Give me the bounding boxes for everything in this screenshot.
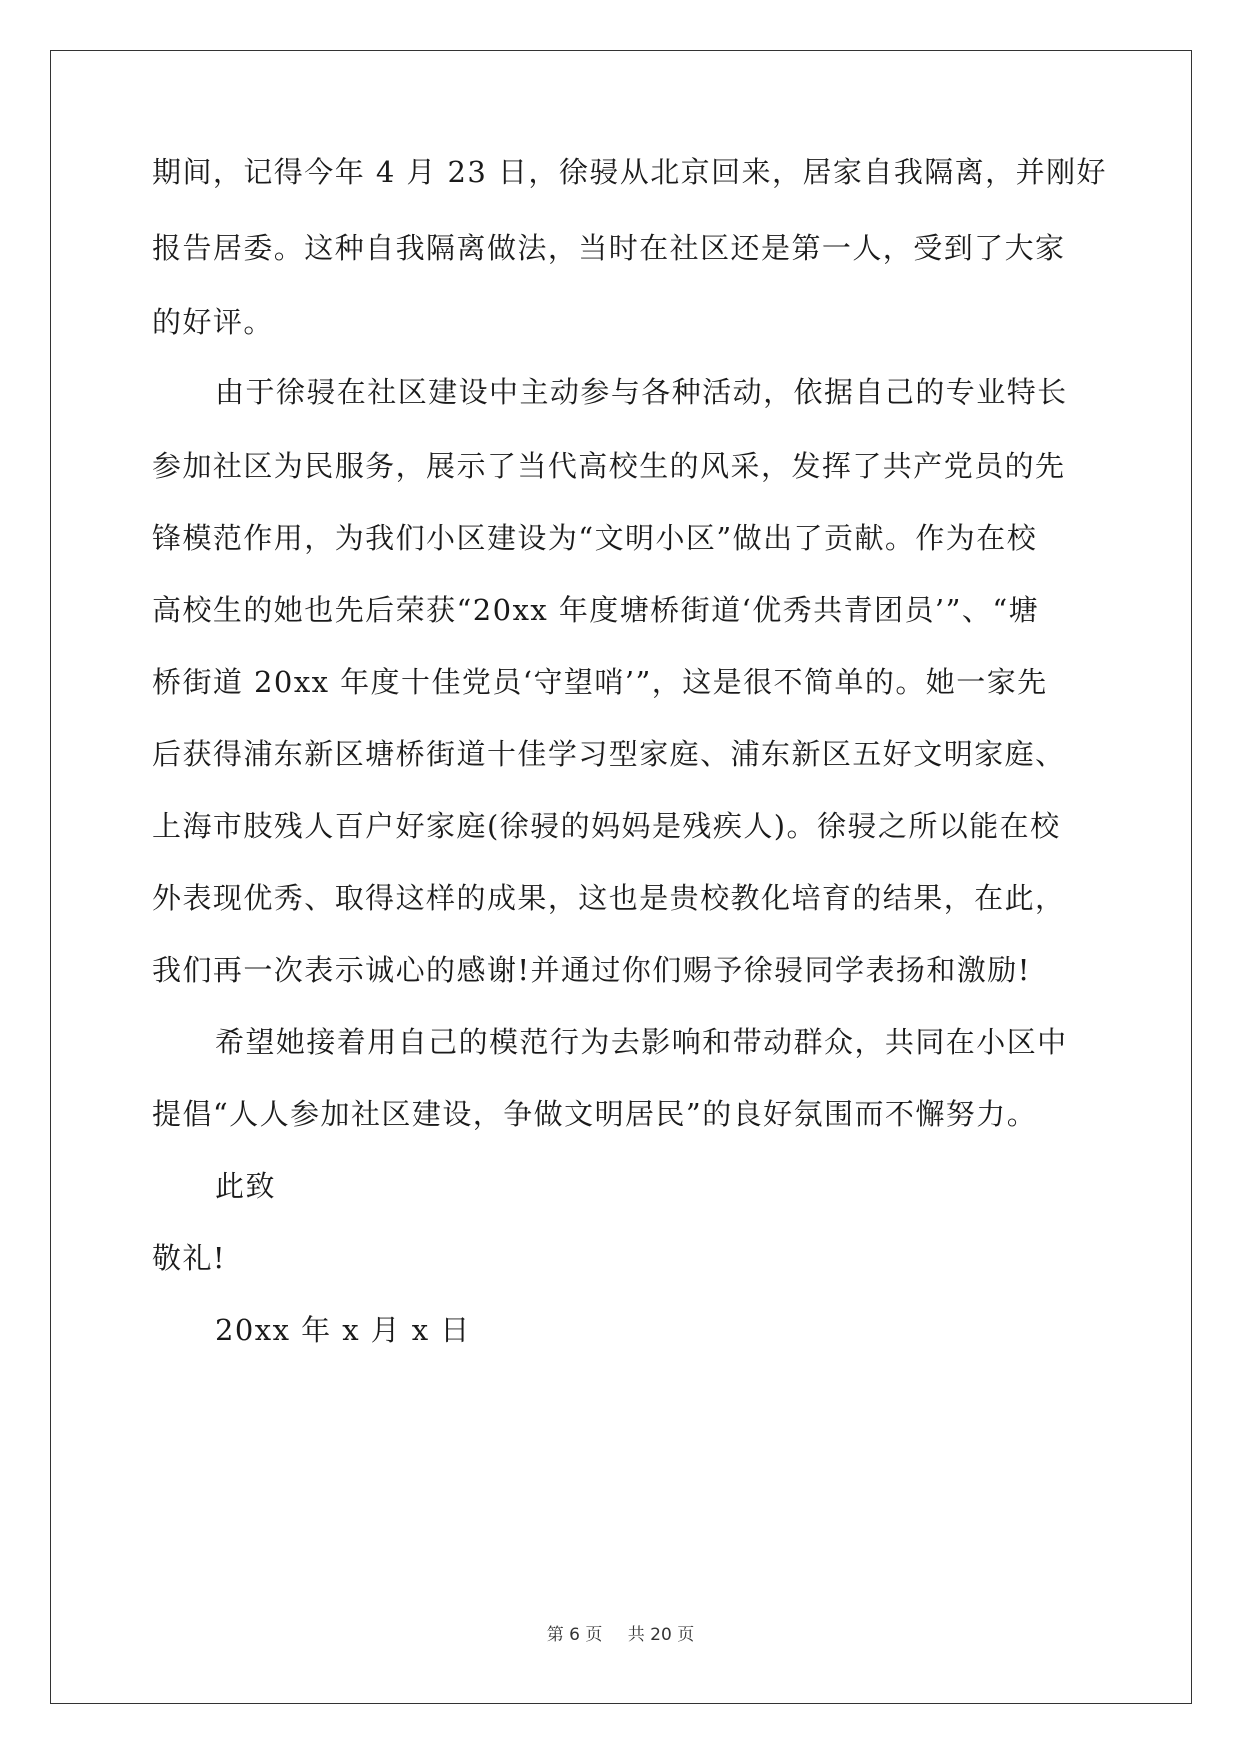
text-line-13: 希望她接着用自己的模范行为去影响和带动群众，共同在小区中 (215, 1025, 1068, 1059)
text-line-3: 的好评。 (152, 305, 274, 339)
text-line-7: 高校生的她也先后荣获“20xx 年度塘桥街道‘优秀共青团员’”、“塘 (152, 593, 1040, 627)
page-footer (0, 1620, 1241, 1645)
text-line-5: 参加社区为民服务，展示了当代高校生的风采，发挥了共产党员的先 (152, 449, 1066, 483)
closing-salutation: 此致 (215, 1169, 276, 1203)
text-line-6: 锋模范作用，为我们小区建设为“文明小区”做出了贡献。作为在校 (152, 521, 1038, 555)
text-line-2: 报告居委。这种自我隔离做法，当时在社区还是第一人，受到了大家 (152, 231, 1066, 265)
page-border (50, 50, 1192, 1704)
text-line-1: 期间，记得今年 4 月 23 日，徐骎从北京回来，居家自我隔离，并刚好 (152, 155, 1107, 189)
page-number-total: 共 20 页 (627, 1625, 695, 1645)
date-line: 20xx 年 x 月 x 日 (215, 1313, 471, 1347)
text-line-14: 提倡“人人参加社区建设，争做文明居民”的良好氛围而不懈努力。 (152, 1097, 1038, 1131)
text-line-8: 桥街道 20xx 年度十佳党员‘守望哨’”，这是很不简单的。她一家先 (152, 665, 1048, 699)
text-line-4: 由于徐骎在社区建设中主动参与各种活动，依据自己的专业特长 (215, 375, 1068, 409)
text-line-11: 外表现优秀、取得这样的成果，这也是贵校教化培育的结果，在此， (152, 881, 1066, 915)
page-number-current: 第 6 页 (546, 1625, 603, 1645)
text-line-10: 上海市肢残人百户好家庭(徐骎的妈妈是残疾人)。徐骎之所以能在校 (152, 809, 1061, 843)
closing-regards: 敬礼! (152, 1241, 227, 1275)
text-line-9: 后获得浦东新区塘桥街道十佳学习型家庭、浦东新区五好文明家庭、 (152, 737, 1066, 771)
text-line-12: 我们再一次表示诚心的感谢!并通过你们赐予徐骎同学表扬和激励! (152, 953, 1031, 987)
